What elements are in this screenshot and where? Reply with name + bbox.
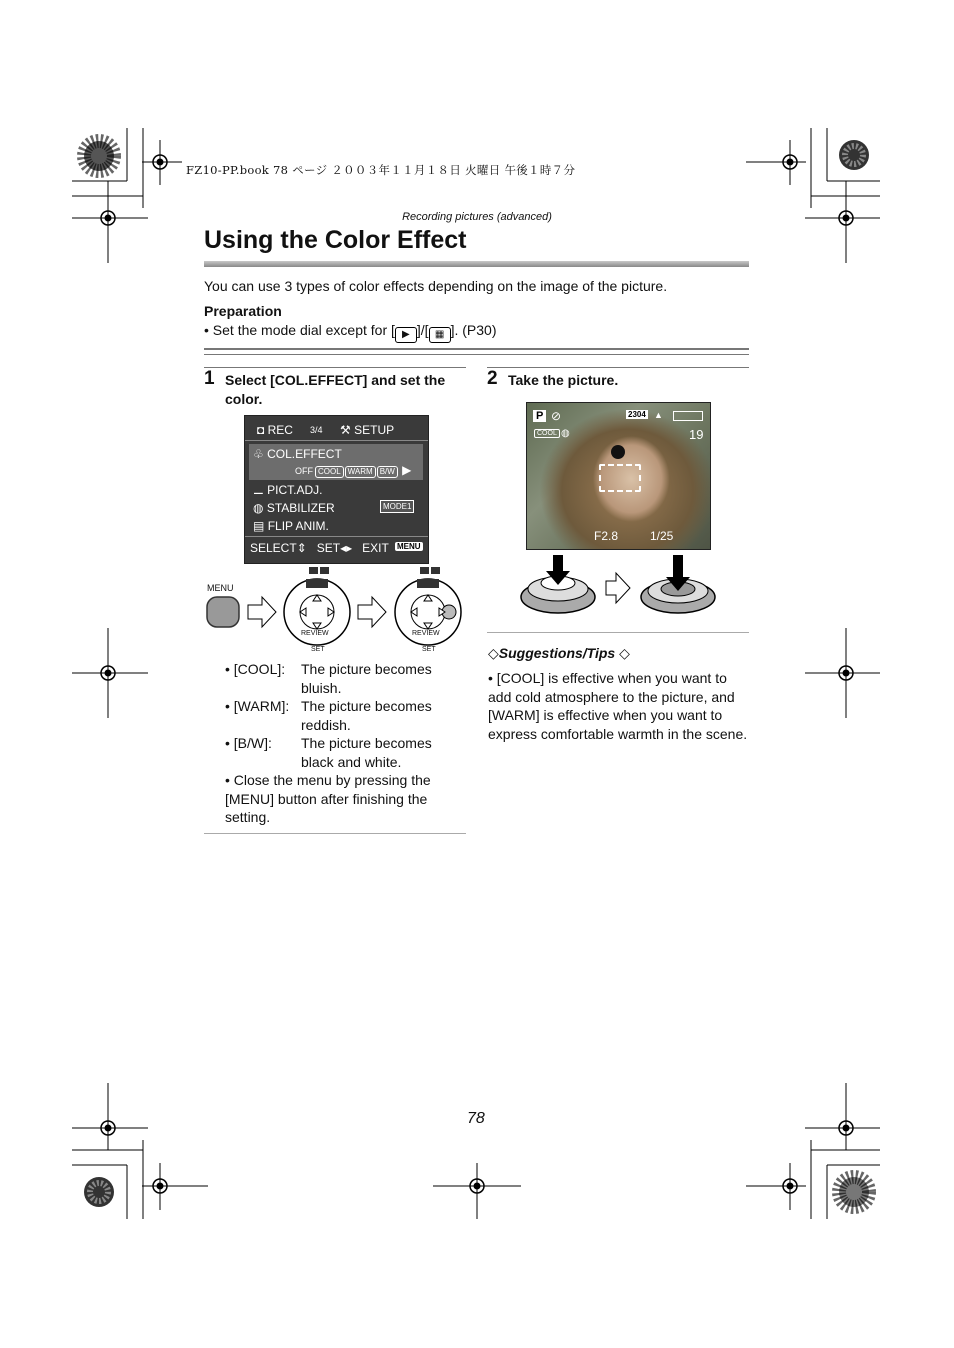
title-rule: [204, 261, 749, 267]
pict-adj-row: ⚊ PICT.ADJ.: [253, 483, 323, 497]
menu-label: MENU: [207, 583, 234, 593]
rec-tab: ◘ REC: [257, 423, 293, 437]
menu-button-graphic: [207, 597, 239, 627]
right-arrow-icon: [248, 597, 276, 627]
preparation-prefix: • Set the mode dial except for [: [204, 322, 395, 338]
step1-text: Select [COL.EFFECT] and set the color.: [225, 372, 446, 407]
print-header-meta: FZ10-PP.book 78 ページ ２００３年１１月１８日 火曜日 午後１時７分: [186, 163, 576, 177]
step2-text: Take the picture.: [508, 372, 619, 388]
tips-body: • [COOL] is effective when you want to add cold atmosphere to the picture, and [WARM] is effective when you want to express comfortable warmth in the scene.: [488, 670, 748, 742]
color-effect-icon: ♧: [253, 447, 264, 461]
option-bw: B/W: [377, 466, 398, 478]
item-value-cool: The picture becomes bluish.: [301, 661, 432, 696]
step1-number: 1: [204, 368, 215, 389]
tips-heading: ◇Suggestions/Tips ◇: [488, 645, 630, 661]
set-label: SET: [422, 646, 436, 653]
wrench-icon: ⚊: [253, 483, 264, 497]
flip-anim-icon: ▤: [253, 519, 265, 533]
footer-exit: EXIT: [362, 541, 389, 555]
right-arrow-icon: [606, 573, 630, 603]
motion-picture-mode-icon: ▦: [429, 327, 451, 343]
diamond-icon: ◇: [488, 645, 499, 661]
battery-icon: [673, 411, 703, 421]
playback-mode-icon: ▶: [395, 327, 417, 343]
setup-icon: ⚒: [340, 423, 351, 437]
quality-icon: ▲: [654, 410, 663, 420]
step2-rule: [487, 367, 749, 368]
item-value-warm: The picture becomes reddish.: [301, 698, 432, 733]
item-key-warm: • [WARM]:: [225, 698, 290, 714]
right-arrow-icon: [358, 597, 386, 627]
page-indicator: 3/4: [310, 425, 323, 435]
step2-number: 2: [487, 368, 498, 389]
button-diagram: [204, 565, 466, 657]
preparation-heading: Preparation: [204, 303, 282, 319]
divider: [204, 348, 749, 350]
flash-off-icon: ⊘: [551, 409, 562, 423]
item-key-cool: • [COOL]:: [225, 661, 286, 677]
preparation-mid: ]/[: [416, 322, 429, 338]
stabilizer-icon: ◍: [253, 501, 264, 515]
stabilizer-value: MODE1: [380, 500, 414, 513]
footer-select: SELECT: [250, 541, 297, 555]
stabilizer-icon: ◍: [561, 428, 570, 439]
review-label: REVIEW: [301, 630, 329, 637]
mode-badge: P: [533, 410, 546, 422]
option-cool: COOL: [315, 466, 344, 478]
item-value-bw: The picture becomes black and white.: [301, 735, 432, 770]
camera-icon: ◘: [257, 423, 265, 437]
picture-size: 2304: [628, 410, 646, 419]
footer-set: SET: [316, 541, 341, 555]
preview-photo: [526, 402, 711, 550]
divider: [204, 354, 749, 355]
aperture-value: F2.8: [594, 529, 619, 543]
page-number: 78: [467, 1110, 485, 1127]
setup-tab: ⚒ SETUP: [340, 423, 395, 437]
tips-rule: [487, 632, 749, 633]
col-effect-row: ♧ COL.EFFECT: [253, 447, 342, 461]
option-warm: WARM: [345, 466, 376, 478]
lcd-footer: [250, 540, 389, 556]
page-title: Using the Color Effect: [204, 226, 467, 254]
effect-options: [295, 462, 411, 478]
close-note: • Close the menu by pressing the [MENU] button after finishing the setting.: [225, 772, 431, 825]
lcd-menu-screen: [244, 415, 429, 564]
intro-text: You can use 3 types of color effects depending on the image of the picture.: [204, 278, 668, 294]
step1-end-rule: [204, 833, 466, 834]
stabilizer-row: ◍ STABILIZER: [253, 501, 335, 515]
option-off: OFF: [295, 466, 313, 476]
item-key-bw: • [B/W]:: [225, 735, 272, 751]
menu-key-icon: MENU: [397, 542, 421, 551]
diamond-icon: ◇: [619, 645, 630, 661]
focus-dot: [611, 445, 625, 459]
af-frame: [599, 464, 641, 492]
preparation-suffix: ]. (P30): [450, 322, 497, 338]
updown-icon: ⇕: [296, 541, 307, 555]
preparation-bullet: [204, 322, 496, 343]
remaining-shots: 19: [689, 427, 704, 442]
right-arrow-icon: ▶: [402, 463, 412, 477]
leftright-icon: ◂▸: [340, 541, 353, 555]
shutter-diagram: [518, 553, 718, 619]
flip-anim-row: ▤ FLIP ANIM.: [253, 519, 329, 533]
shutter-value: 1/25: [650, 529, 674, 543]
effect-indicator: COOL: [534, 429, 560, 438]
set-label: SET: [311, 646, 325, 653]
section-label: Recording pictures (advanced): [402, 211, 552, 223]
step1-rule: [204, 367, 466, 368]
review-label: REVIEW: [412, 630, 440, 637]
